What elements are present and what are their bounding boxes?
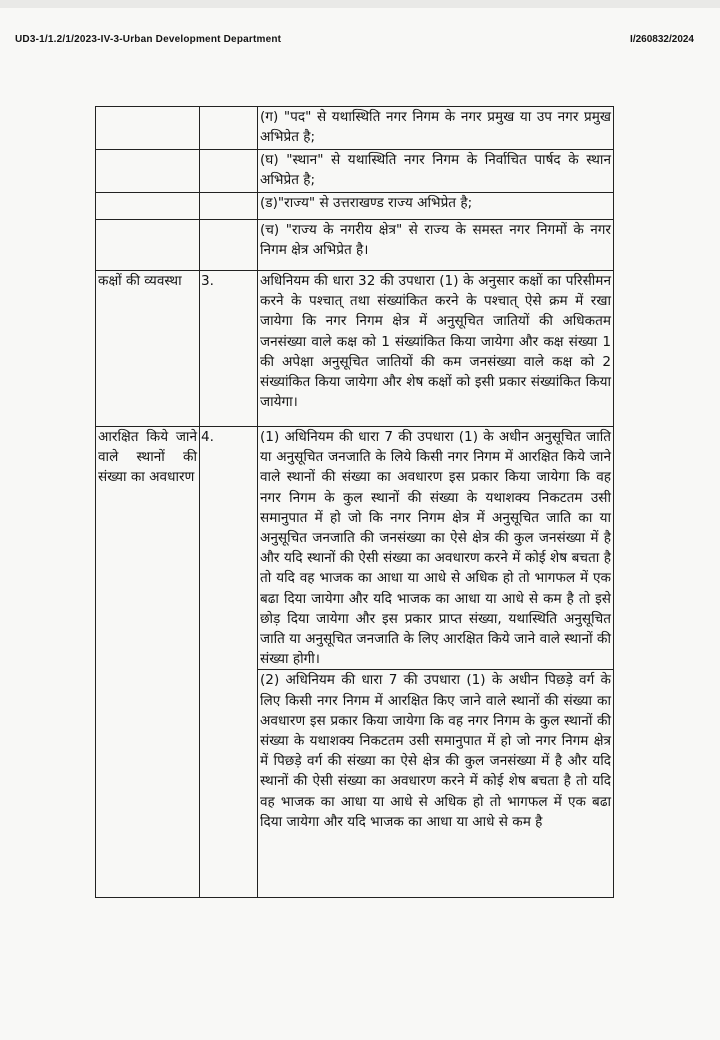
table-row <box>96 150 614 193</box>
rule-4-subrule-1: (1) अधिनियम की धारा 7 की उपधारा (1) के अधीन अनुसूचित जाति या अनुसूचित जनजाति के लिये किसी नगर निगम में आरक्षित किये जाने वाले स्थानों की संख्या का अवधारण इस प्रकार किया जायेगा कि वह नगर निगम के कुल स्थानों की संख्या के यथाशक्य निकटतम उसी समानुपात में हो जो कि नगर निगम क्षेत्र में अनुसूचित जाति का या अनुसूचित जनजाति की जनसंख्या का ऐसे क्षेत्र की कुल जनसंख्या में है और यदि स्थानों की ऐसी संख्या का अवधारण करने में कोई शेष बचता है तो यदि वह भाजक का आधा या आधे से अधिक हो तो भागफल में एक बढा दिया जायेगा और यदि भाजक का आधा या आधे से कम है तो इसे छोड़ दिया जायेगा और इस प्रकार प्राप्त संख्या, यथास्थिति अनुसूचित जाति या अनुसूचित जनजाति के लिए आरक्षित किये जाने वाले स्थानों की संख्या होगी। <box>260 429 612 668</box>
rule-3-number: 3. <box>200 271 258 427</box>
rule-3-text: अधिनियम की धारा 32 की उपधारा (1) के अनुसार कक्षों का परिसीमन करने के पश्चात् तथा संख्यांकित करने के पश्चात् ऐसे क्रम में रखा जायेगा कि नगर निगम क्षेत्र में अनुसूचित जातियों की अधिकतम जनसंख्या वाले कक्ष को 1 संख्यांकित किया जायेगा और कक्ष संख्या 1 की अपेक्षा अनुसूचित जातियों की कम जनसंख्या वाले कक्ष को 2 संख्यांकित किया जायेगा और शेष कक्षों को इसी प्रकार संख्यांकित किया जायेगा। <box>258 271 614 427</box>
rule-4-body <box>258 427 614 898</box>
table-row <box>96 427 614 898</box>
file-reference: UD3-1/1.2/1/2023-IV-3-Urban Development Department <box>15 34 282 45</box>
rule-3-title: कक्षों की व्यवस्था <box>96 271 200 427</box>
definition-gha: (घ) "स्थान" से यथास्थिति नगर निगम के निर्वाचित पार्षद के स्थान अभिप्रेत है; <box>258 150 614 193</box>
definition-cha: (च) "राज्य के नगरीय क्षेत्र" से राज्य के समस्त नगर निगमों के नगर निगम क्षेत्र अभिप्रेत है। <box>258 220 614 271</box>
table-row <box>96 271 614 427</box>
document-number: I/260832/2024 <box>630 34 694 45</box>
definition-ga: (ग) "पद" से यथास्थिति नगर निगम के नगर प्रमुख या उप नगर प्रमुख अभिप्रेत है; <box>258 107 614 150</box>
rule-4-title: आरक्षित किये जाने वाले स्थानों की संख्या का अवधारण <box>96 427 200 898</box>
table-row <box>96 107 614 150</box>
document-page <box>0 8 720 1040</box>
table-row <box>96 193 614 220</box>
definition-ng: (ड)"राज्य" से उत्तराखण्ड राज्य अभिप्रेत है; <box>258 193 614 220</box>
rules-table <box>95 106 614 898</box>
rule-4-number: 4. <box>200 427 258 898</box>
table-row <box>96 220 614 271</box>
rule-4-subrule-2: (2) अधिनियम की धारा 7 की उपधारा (1) के अधीन पिछड़े वर्ग के लिए किसी नगर निगम में आरक्षित किए जाने वाले स्थानों की संख्या का अवधारण इस प्रकार किया जायेगा कि वह नगर निगम के कुल स्थानों की संख्या के यथाशक्य निकटतम उसी समानुपात में हो जो नगर निगम क्षेत्र में पिछड़े वर्ग की संख्या का ऐसे क्षेत्र की कुल जनसंख्या में है और यदि स्थानों की ऐसी संख्या का अवधारण करने में कोई शेष बचता है तो यदि वह भाजक का आधा या आधे से अधिक हो तो भागफल में एक बढा दिया जायेगा और यदि भाजक का आधा या आधे से कम है <box>258 669 613 832</box>
